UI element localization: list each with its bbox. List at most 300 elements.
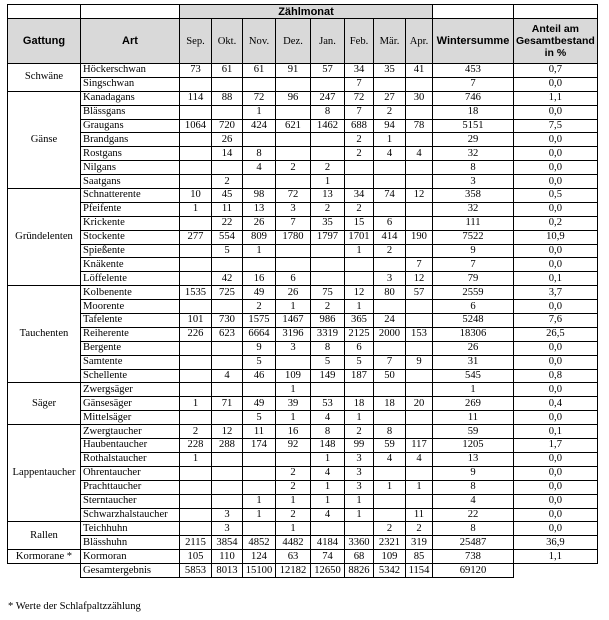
header-zaehlmonat: Zählmonat — [180, 5, 433, 19]
group-name: Tauchenten — [8, 286, 81, 383]
month-count: 109 — [374, 550, 406, 564]
header-spacer — [8, 5, 81, 19]
month-count: 2 — [311, 300, 345, 314]
month-count — [311, 77, 345, 91]
winter-sum: 1 — [433, 383, 514, 397]
winter-sum: 31 — [433, 355, 514, 369]
species-name: Höckerschwan — [81, 64, 180, 78]
group-name: Schwäne — [8, 64, 81, 92]
species-name: Zwergsäger — [81, 383, 180, 397]
header-spacer — [81, 5, 180, 19]
month-count: 49 — [243, 397, 276, 411]
month-count: 424 — [243, 119, 276, 133]
month-count: 26 — [243, 216, 276, 230]
share-percent: 0,0 — [514, 452, 598, 466]
month-count: 7 — [276, 216, 311, 230]
month-count: 57 — [406, 286, 433, 300]
species-name: Samtente — [81, 355, 180, 369]
month-count: 15 — [345, 216, 374, 230]
month-count — [212, 161, 243, 175]
share-percent: 0,0 — [514, 466, 598, 480]
winter-sum: 32 — [433, 202, 514, 216]
month-count — [212, 466, 243, 480]
month-count: 4 — [311, 411, 345, 425]
month-count: 1 — [345, 244, 374, 258]
month-count: 8 — [243, 147, 276, 161]
month-count — [180, 369, 212, 383]
table-row — [8, 550, 598, 564]
table-row — [8, 161, 598, 175]
share-percent: 0,8 — [514, 369, 598, 383]
winter-sum: 2559 — [433, 286, 514, 300]
month-count: 109 — [276, 369, 311, 383]
total-month-count: 15100 — [243, 564, 276, 578]
month-count: 94 — [374, 119, 406, 133]
share-percent: 0,0 — [514, 258, 598, 272]
month-count — [374, 161, 406, 175]
share-percent: 36,9 — [514, 536, 598, 550]
month-count: 1 — [311, 452, 345, 466]
share-percent: 26,5 — [514, 327, 598, 341]
month-count: 72 — [276, 189, 311, 203]
total-sum: 69120 — [433, 564, 514, 578]
month-count — [311, 147, 345, 161]
month-count — [406, 175, 433, 189]
species-name: Pfeifente — [81, 202, 180, 216]
month-count — [374, 258, 406, 272]
month-count — [406, 202, 433, 216]
month-count: 9 — [406, 355, 433, 369]
month-count: 71 — [212, 397, 243, 411]
month-count: 22 — [212, 216, 243, 230]
winter-sum: 358 — [433, 189, 514, 203]
table-row — [8, 480, 598, 494]
month-count: 1797 — [311, 230, 345, 244]
table-row — [8, 119, 598, 133]
species-name: Bergente — [81, 341, 180, 355]
winter-sum: 545 — [433, 369, 514, 383]
month-count: 68 — [345, 550, 374, 564]
winter-sum: 59 — [433, 425, 514, 439]
table-row — [8, 466, 598, 480]
month-count: 1 — [345, 300, 374, 314]
month-count: 2321 — [374, 536, 406, 550]
month-count: 11 — [243, 425, 276, 439]
month-count — [212, 452, 243, 466]
month-count: 2 — [374, 522, 406, 536]
month-count: 4184 — [311, 536, 345, 550]
month-count: 18 — [345, 397, 374, 411]
month-count: 88 — [212, 91, 243, 105]
share-percent: 1,1 — [514, 550, 598, 564]
month-count: 3196 — [276, 327, 311, 341]
month-count — [180, 480, 212, 494]
table-row — [8, 355, 598, 369]
month-count: 24 — [374, 314, 406, 328]
month-count — [243, 452, 276, 466]
share-percent: 0,5 — [514, 189, 598, 203]
month-count: 7 — [345, 77, 374, 91]
share-percent: 0,0 — [514, 411, 598, 425]
month-count: 49 — [243, 286, 276, 300]
month-count — [212, 258, 243, 272]
table-row — [8, 272, 598, 286]
share-percent: 7,5 — [514, 119, 598, 133]
month-count: 1 — [276, 494, 311, 508]
winter-sum: 26 — [433, 341, 514, 355]
month-count: 277 — [180, 230, 212, 244]
month-count: 80 — [374, 286, 406, 300]
species-name: Mittelsäger — [81, 411, 180, 425]
month-count: 2 — [276, 508, 311, 522]
month-count — [374, 466, 406, 480]
species-name: Saatgans — [81, 175, 180, 189]
header-art: Art — [81, 19, 180, 64]
species-name: Blässgans — [81, 105, 180, 119]
group-name: Gründelenten — [8, 189, 81, 286]
winter-sum: 746 — [433, 91, 514, 105]
month-count: 4 — [243, 161, 276, 175]
header-anteil: Anteil am Gesamtbestand in % — [514, 19, 598, 64]
month-count: 623 — [212, 327, 243, 341]
winter-sum: 25487 — [433, 536, 514, 550]
month-count — [345, 272, 374, 286]
month-count: 14 — [212, 147, 243, 161]
month-count: 6 — [345, 341, 374, 355]
species-name: Reiherente — [81, 327, 180, 341]
month-count: 11 — [406, 508, 433, 522]
month-count: 98 — [243, 189, 276, 203]
month-count — [276, 147, 311, 161]
month-count — [212, 300, 243, 314]
share-percent: 0,7 — [514, 64, 598, 78]
table-row — [8, 286, 598, 300]
month-count — [180, 244, 212, 258]
month-count: 41 — [406, 64, 433, 78]
month-count: 3 — [212, 522, 243, 536]
month-count: 1462 — [311, 119, 345, 133]
group-name: Säger — [8, 383, 81, 425]
month-count: 6664 — [243, 327, 276, 341]
month-count: 226 — [180, 327, 212, 341]
total-month-count: 12182 — [276, 564, 311, 578]
month-count — [180, 147, 212, 161]
month-count: 153 — [406, 327, 433, 341]
month-count — [180, 508, 212, 522]
month-count — [180, 77, 212, 91]
month-count: 4 — [374, 147, 406, 161]
month-count: 34 — [345, 64, 374, 78]
month-count: 1575 — [243, 314, 276, 328]
month-count: 16 — [276, 425, 311, 439]
month-count — [180, 216, 212, 230]
month-count: 12 — [345, 286, 374, 300]
month-count — [180, 522, 212, 536]
month-count: 13 — [311, 189, 345, 203]
species-name: Prachttaucher — [81, 480, 180, 494]
share-percent: 0,2 — [514, 216, 598, 230]
month-count: 3319 — [311, 327, 345, 341]
share-percent: 0,0 — [514, 77, 598, 91]
month-count: 73 — [180, 64, 212, 78]
month-count — [276, 355, 311, 369]
table-row — [8, 383, 598, 397]
month-count: 2 — [345, 147, 374, 161]
month-count — [180, 133, 212, 147]
month-count: 8 — [311, 425, 345, 439]
month-count: 2 — [180, 425, 212, 439]
table-row — [8, 189, 598, 203]
month-count: 35 — [374, 64, 406, 78]
header-month: Okt. — [212, 19, 243, 64]
share-percent: 1,1 — [514, 91, 598, 105]
winter-sum: 32 — [433, 147, 514, 161]
month-count: 91 — [276, 64, 311, 78]
month-count — [374, 202, 406, 216]
month-count: 72 — [243, 91, 276, 105]
month-count — [243, 133, 276, 147]
table-row — [8, 411, 598, 425]
winter-sum: 111 — [433, 216, 514, 230]
winter-sum: 9 — [433, 466, 514, 480]
share-percent: 0,0 — [514, 341, 598, 355]
month-count: 2 — [345, 425, 374, 439]
month-count — [276, 77, 311, 91]
month-count: 2 — [311, 161, 345, 175]
month-count — [243, 480, 276, 494]
month-count: 10 — [180, 189, 212, 203]
share-percent: 1,7 — [514, 439, 598, 453]
month-count — [311, 133, 345, 147]
month-count: 720 — [212, 119, 243, 133]
month-count: 1 — [276, 300, 311, 314]
month-count: 2125 — [345, 327, 374, 341]
winter-count-table — [7, 4, 598, 578]
table-row — [8, 230, 598, 244]
month-count: 7 — [374, 355, 406, 369]
month-count — [180, 258, 212, 272]
header-month: Nov. — [243, 19, 276, 64]
month-count: 27 — [374, 91, 406, 105]
month-count — [276, 244, 311, 258]
month-count: 45 — [212, 189, 243, 203]
header-gattung: Gattung — [8, 19, 81, 64]
month-count: 1 — [311, 494, 345, 508]
month-count — [180, 383, 212, 397]
month-count — [406, 300, 433, 314]
month-count: 20 — [406, 397, 433, 411]
header-month: Dez. — [276, 19, 311, 64]
species-name: Sterntaucher — [81, 494, 180, 508]
month-count — [180, 300, 212, 314]
month-count: 1064 — [180, 119, 212, 133]
month-count: 2 — [406, 522, 433, 536]
table-row — [8, 536, 598, 550]
month-count: 1 — [345, 411, 374, 425]
month-count: 1 — [276, 522, 311, 536]
month-count: 986 — [311, 314, 345, 328]
share-percent: 0,0 — [514, 480, 598, 494]
species-name: Schellente — [81, 369, 180, 383]
month-count — [406, 369, 433, 383]
month-count — [406, 216, 433, 230]
table-row — [8, 216, 598, 230]
share-percent: 0,0 — [514, 244, 598, 258]
month-count: 8 — [374, 425, 406, 439]
month-count: 149 — [311, 369, 345, 383]
month-count — [180, 272, 212, 286]
month-count: 7 — [406, 258, 433, 272]
month-count: 4 — [374, 452, 406, 466]
share-percent: 0,0 — [514, 508, 598, 522]
month-count: 74 — [374, 189, 406, 203]
month-count — [180, 355, 212, 369]
header-spacer — [514, 5, 598, 19]
winter-sum: 7 — [433, 77, 514, 91]
month-count: 365 — [345, 314, 374, 328]
share-percent: 0,0 — [514, 133, 598, 147]
month-count — [212, 480, 243, 494]
month-count — [180, 494, 212, 508]
month-count — [212, 383, 243, 397]
species-name: Zwergtaucher — [81, 425, 180, 439]
table-row — [8, 522, 598, 536]
month-count: 725 — [212, 286, 243, 300]
month-count: 414 — [374, 230, 406, 244]
month-count: 2 — [212, 175, 243, 189]
month-count — [406, 494, 433, 508]
share-percent: 0,1 — [514, 425, 598, 439]
table-row — [8, 64, 598, 78]
total-month-count: 5342 — [374, 564, 406, 578]
month-count — [406, 77, 433, 91]
month-count: 114 — [180, 91, 212, 105]
month-count: 2 — [345, 202, 374, 216]
month-count: 4 — [406, 452, 433, 466]
month-count: 1 — [243, 244, 276, 258]
month-count — [406, 314, 433, 328]
winter-sum: 3 — [433, 175, 514, 189]
winter-sum: 18 — [433, 105, 514, 119]
species-name: Löffelente — [81, 272, 180, 286]
month-count: 16 — [243, 272, 276, 286]
species-name: Singschwan — [81, 77, 180, 91]
month-count: 72 — [345, 91, 374, 105]
winter-sum: 79 — [433, 272, 514, 286]
month-count — [276, 258, 311, 272]
month-count: 2 — [311, 202, 345, 216]
month-count — [212, 355, 243, 369]
month-count — [374, 383, 406, 397]
month-count — [276, 452, 311, 466]
month-count: 7 — [345, 105, 374, 119]
month-count — [406, 244, 433, 258]
month-count: 1 — [345, 494, 374, 508]
month-count: 46 — [243, 369, 276, 383]
month-count: 75 — [311, 286, 345, 300]
winter-sum: 8 — [433, 480, 514, 494]
winter-sum: 1205 — [433, 439, 514, 453]
month-count: 12 — [406, 272, 433, 286]
table-row — [8, 439, 598, 453]
month-count — [406, 161, 433, 175]
winter-sum: 269 — [433, 397, 514, 411]
table-row — [8, 300, 598, 314]
table-body — [8, 64, 598, 578]
total-month-count: 8826 — [345, 564, 374, 578]
month-count: 621 — [276, 119, 311, 133]
month-count — [374, 341, 406, 355]
month-count: 2 — [243, 300, 276, 314]
winter-sum: 22 — [433, 508, 514, 522]
month-count — [345, 383, 374, 397]
month-count: 30 — [406, 91, 433, 105]
month-count: 61 — [212, 64, 243, 78]
month-count: 1 — [243, 494, 276, 508]
month-count: 5 — [243, 355, 276, 369]
month-count: 26 — [212, 133, 243, 147]
month-count: 3 — [276, 202, 311, 216]
species-name: Tafelente — [81, 314, 180, 328]
month-count — [180, 411, 212, 425]
share-percent: 0,0 — [514, 355, 598, 369]
month-count: 78 — [406, 119, 433, 133]
month-count: 124 — [243, 550, 276, 564]
month-count — [212, 411, 243, 425]
month-count: 1 — [374, 133, 406, 147]
share-percent: 0,0 — [514, 202, 598, 216]
month-count: 3 — [276, 341, 311, 355]
species-name: Haubentaucher — [81, 439, 180, 453]
month-count — [212, 341, 243, 355]
month-count: 105 — [180, 550, 212, 564]
group-name: Gänse — [8, 91, 81, 188]
species-name: Teichhuhn — [81, 522, 180, 536]
month-count — [243, 175, 276, 189]
species-name: Krickente — [81, 216, 180, 230]
month-count: 2 — [374, 244, 406, 258]
month-count: 101 — [180, 314, 212, 328]
species-name: Kolbenente — [81, 286, 180, 300]
species-name: Kormoran — [81, 550, 180, 564]
month-count — [180, 161, 212, 175]
share-percent: 0,0 — [514, 383, 598, 397]
group-name: Lappentaucher — [8, 425, 81, 522]
group-name: Kormorane * — [8, 550, 81, 564]
month-count: 4 — [212, 369, 243, 383]
month-count: 554 — [212, 230, 243, 244]
month-count — [276, 105, 311, 119]
species-name: Brandgans — [81, 133, 180, 147]
table-row — [8, 133, 598, 147]
month-count — [345, 175, 374, 189]
month-count: 319 — [406, 536, 433, 550]
table-row — [8, 91, 598, 105]
header-month: Apr. — [406, 19, 433, 64]
month-count — [243, 258, 276, 272]
month-count: 35 — [311, 216, 345, 230]
total-month-count: 12650 — [311, 564, 345, 578]
species-name: Moorente — [81, 300, 180, 314]
winter-sum: 4 — [433, 494, 514, 508]
month-count: 1 — [374, 480, 406, 494]
share-percent: 0,0 — [514, 105, 598, 119]
month-count: 3 — [345, 452, 374, 466]
winter-sum: 11 — [433, 411, 514, 425]
table-row — [8, 147, 598, 161]
month-count: 57 — [311, 64, 345, 78]
month-count: 1 — [180, 452, 212, 466]
